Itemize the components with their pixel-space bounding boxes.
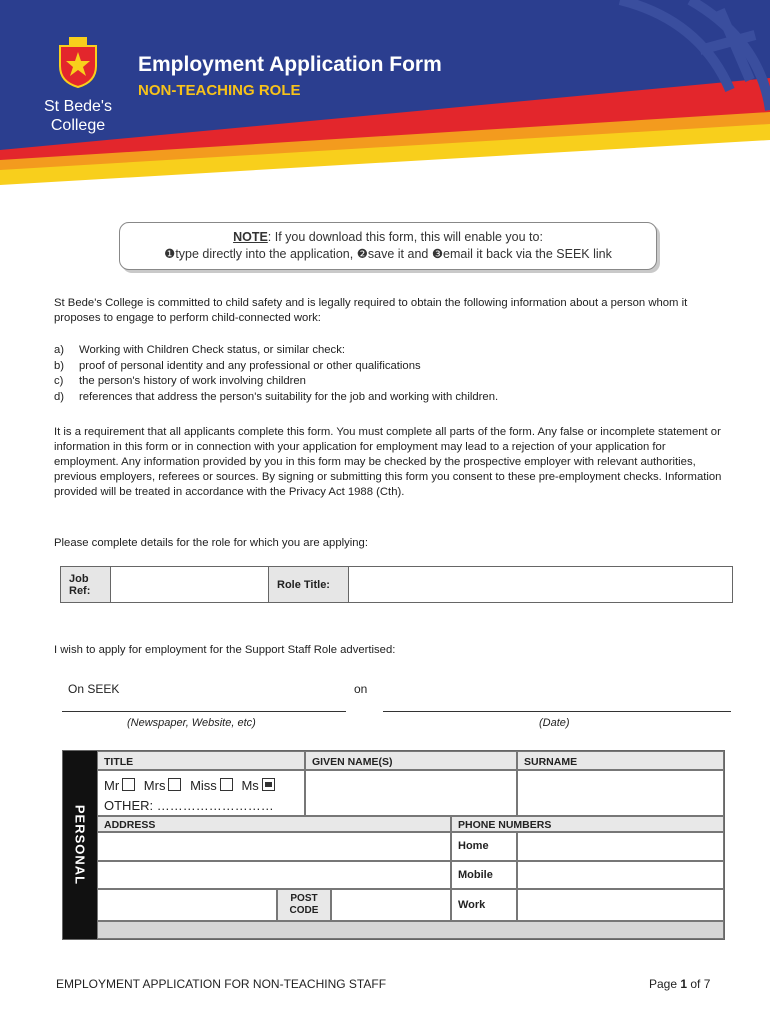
- title-mrs-checkbox[interactable]: [168, 778, 181, 791]
- college-logo: [28, 36, 128, 135]
- role-title-label: Role Title:: [269, 567, 349, 603]
- list-marker: a): [54, 344, 65, 356]
- list-item: [54, 343, 722, 359]
- role-title-field[interactable]: [349, 567, 733, 603]
- note-step1: ❶type directly into the application,: [164, 247, 357, 261]
- personal-side-label: [63, 751, 97, 939]
- list-item: [54, 359, 722, 375]
- title-miss-label: Miss: [190, 778, 217, 793]
- list-text: the person's history of work involving children: [79, 375, 306, 387]
- advert-source-value[interactable]: On SEEK: [68, 682, 120, 696]
- note-line1: [120, 230, 656, 244]
- title-header: TITLE: [97, 751, 305, 770]
- job-ref-label: Job Ref:: [61, 567, 111, 603]
- advert-date-caption: (Date): [539, 717, 570, 729]
- work-label: Work: [451, 889, 517, 921]
- title-mr-checkbox[interactable]: [122, 778, 135, 791]
- advert-source-caption: (Newspaper, Website, etc): [127, 717, 256, 729]
- note-step3: ❸email it back via the SEEK link: [431, 247, 612, 261]
- phone-numbers-header: PHONE NUMBERS: [451, 816, 724, 832]
- title-ms-label: Ms: [241, 778, 259, 793]
- advert-on-label: on: [354, 682, 368, 696]
- advert-source-line[interactable]: [62, 711, 346, 712]
- logo-name-line2: College: [50, 117, 106, 134]
- note-text: : If you download this form, this will enable you to:: [267, 230, 543, 244]
- title-options: [97, 770, 305, 816]
- surname-field[interactable]: [517, 770, 724, 816]
- page-prefix: Page: [649, 977, 681, 991]
- logo-name-line1: St Bede's: [44, 98, 112, 115]
- title-mr-label: Mr: [104, 778, 120, 793]
- note-step2: ❷save it and: [356, 247, 432, 261]
- apply-statement: I wish to apply for employment for the Support Staff Role advertised:: [54, 644, 396, 656]
- title-ms-checkbox[interactable]: [262, 778, 275, 791]
- list-item: [54, 390, 722, 406]
- page-current: 1: [680, 977, 688, 991]
- list-marker: c): [54, 375, 64, 387]
- list-item: [54, 374, 722, 390]
- mobile-phone-field[interactable]: [517, 861, 724, 889]
- list-text: Working with Children Check status, or similar check:: [79, 344, 345, 356]
- job-ref-field[interactable]: [111, 567, 269, 603]
- title-other[interactable]: OTHER: ………………………: [104, 798, 274, 813]
- form-title: Employment Application Form: [138, 53, 442, 76]
- requirement-paragraph: It is a requirement that all applicants complete this form. You must complete all parts of the form. Any false or incomplete statement or information in this form or in connection with your application for employment may lead to a rejection of your application for employment. Any information provided by you in this form may be checked by the prospective employer with relevant authorities, previous employers, referees or sources. By signing or submitting this form you consent to these pre-employment checks. Information provided will be treated in accordance with the Privacy Act 1988 (Cth).: [54, 426, 722, 498]
- page-number: [649, 977, 710, 991]
- list-text: references that address the person's suitability for the job and working with children.: [79, 390, 499, 403]
- title-mrs-label: Mrs: [143, 778, 166, 793]
- given-names-header: GIVEN NAME(S): [305, 751, 517, 770]
- footer-title: EMPLOYMENT APPLICATION FOR NON-TEACHING STAFF: [56, 977, 387, 991]
- section-bottom-bar: [97, 921, 724, 939]
- postcode-label: POST CODE: [277, 889, 331, 921]
- address-line1-field[interactable]: [97, 832, 451, 861]
- list-marker: d): [54, 390, 65, 403]
- personal-section: [62, 750, 725, 940]
- mobile-label: Mobile: [451, 861, 517, 889]
- given-names-field[interactable]: [305, 770, 517, 816]
- form-subtitle: NON-TEACHING ROLE: [138, 82, 301, 99]
- note-label: NOTE: [233, 230, 268, 244]
- title-miss-checkbox[interactable]: [220, 778, 233, 791]
- crest-icon: [56, 36, 100, 88]
- home-phone-field[interactable]: [517, 832, 724, 861]
- home-label: Home: [451, 832, 517, 861]
- work-phone-field[interactable]: [517, 889, 724, 921]
- role-prompt: Please complete details for the role for which you are applying:: [54, 537, 368, 549]
- address-line3-field[interactable]: [97, 889, 277, 921]
- advert-date-line[interactable]: [383, 711, 731, 712]
- note-steps: [120, 246, 656, 261]
- address-header: ADDRESS: [97, 816, 451, 832]
- list-marker: b): [54, 359, 65, 372]
- intro-paragraph: St Bede's College is committed to child safety and is legally required to obtain the following information about a person whom it proposes to engage to perform child-connected work:: [54, 297, 688, 324]
- requirements-list: [54, 343, 722, 405]
- address-line2-field[interactable]: [97, 861, 451, 889]
- job-table: [60, 566, 733, 603]
- page-middle: of: [687, 977, 704, 991]
- postcode-field[interactable]: [331, 889, 451, 921]
- note-box: [119, 222, 657, 270]
- surname-header: SURNAME: [517, 751, 724, 770]
- page-total: 7: [703, 977, 711, 991]
- list-text: proof of personal identity and any professional or other qualifications: [79, 359, 421, 372]
- personal-side-text: PERSONAL: [72, 804, 88, 886]
